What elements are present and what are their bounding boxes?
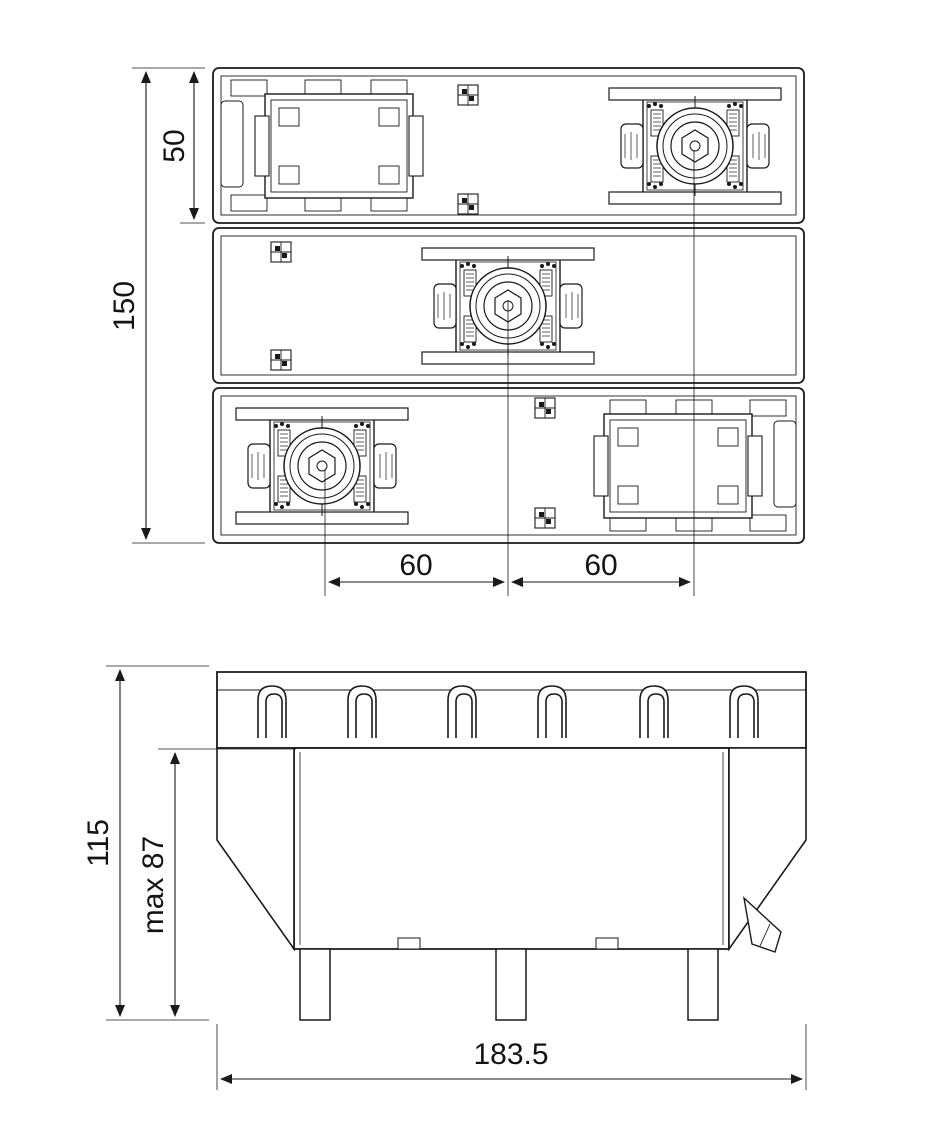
blank-plate-bottom-right: [594, 414, 762, 518]
detail-square-b: [458, 194, 478, 214]
detail-square-d: [271, 350, 291, 370]
detail-square-f: [535, 508, 555, 528]
top-view-group: [213, 68, 804, 543]
dimension-115: [82, 670, 120, 1016]
dimension-115-label: 115: [82, 819, 115, 867]
blank-plate-top-left: [255, 94, 423, 198]
detail-square-e: [535, 398, 555, 418]
detail-square-a: [458, 85, 478, 105]
dimension-183-5: [221, 1038, 802, 1079]
dimension-60-right: [512, 549, 690, 582]
dimension-60-right-label: 60: [584, 549, 618, 582]
front-view-group: [217, 672, 806, 1020]
dimension-60-left: [329, 549, 504, 582]
dimension-150: [108, 72, 146, 539]
dimension-max-87: [137, 753, 175, 1016]
dimension-50: [158, 72, 194, 219]
dimension-max-87-label: max 87: [137, 835, 170, 935]
dimension-183-5-label: 183.5: [473, 1038, 549, 1071]
dimension-60-left-label: 60: [399, 549, 433, 582]
dimension-150-label: 150: [108, 280, 141, 332]
dimension-50-label: 50: [158, 129, 191, 163]
detail-square-c: [271, 242, 291, 262]
